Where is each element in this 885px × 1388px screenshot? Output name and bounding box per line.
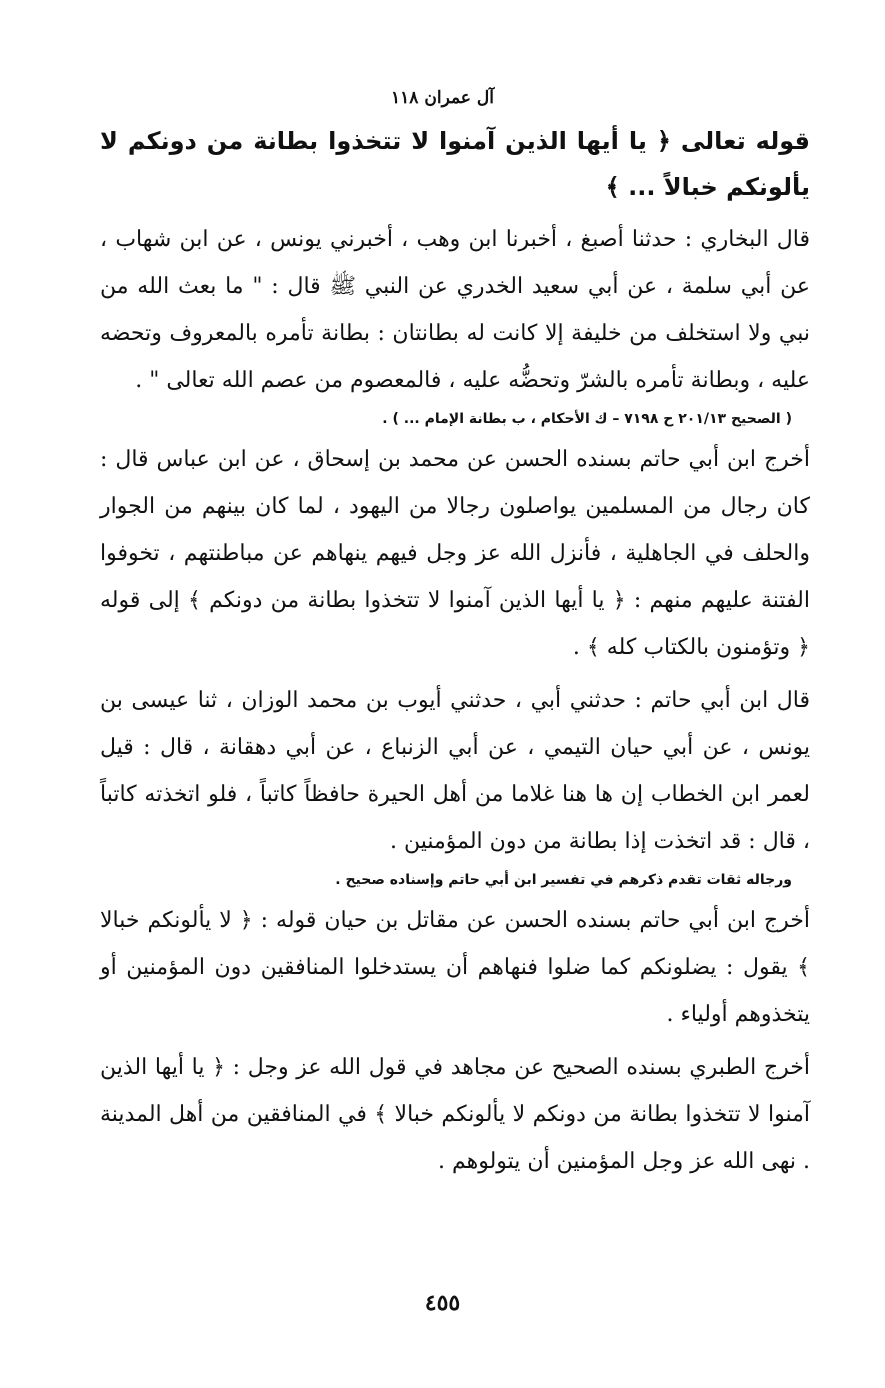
- tabari-mujahid-paragraph: أخرج الطبري بسنده الصحيح عن مجاهد في قول الله عز وجل : ﴿ يا أيها الذين آمنوا لا تتخذوا بطانة من دونكم لا يألونكم خبالا ﴾ في المنافقين من أهل المدينة . نهى الله عز وجل المؤمنين أن يتولوهم .: [100, 1055, 810, 1174]
- source-reference: ( الصحيح ٢٠١/١٣ ح ٧١٩٨ – ك الأحكام ، ب بطانة الإمام ... ) .: [382, 411, 792, 427]
- isnad-note: ورجاله ثقات تقدم ذكرهم في تفسير ابن أبي حاتم وإسناده صحيح .: [335, 872, 792, 888]
- running-header: آل عمران ١١٨: [391, 88, 494, 108]
- verse-heading: قوله تعالى ﴿ يا أيها الذين آمنوا لا تتخذوا بطانة من دونكم لا يألونكم خبالاً ... ﴾: [100, 127, 810, 201]
- ibn-abi-hatim-umar-paragraph: قال ابن أبي حاتم : حدثني أبي ، حدثني أيوب بن محمد الوزان ، ثنا عيسى بن يونس ، عن أبي حيان التيمي ، عن أبي الزنباع ، عن أبي دهقانة ، قال : قيل لعمر ابن الخطاب إن ها هنا غلاما من أهل الحيرة حافظاً كاتباً ، فلو اتخذته كاتباً ، قال : قد اتخذت إذا بطانة من دون المؤمنين .: [100, 688, 810, 854]
- muqatil-paragraph: أخرج ابن أبي حاتم بسنده الحسن عن مقاتل بن حيان قوله : ﴿ لا يألونكم خبالا ﴾ يقول : يضلونكم كما ضلوا فنهاهم أن يستدخلوا المنافقين دون المؤمنين أو يتخذوهم أولياء .: [100, 908, 810, 1027]
- ibn-abi-hatim-ibn-abbas-paragraph: أخرج ابن أبي حاتم بسنده الحسن عن محمد بن إسحاق ، عن ابن عباس قال : كان رجال من المسلمين يواصلون رجالا من اليهود ، لما كان بينهم من الجوار والحلف في الجاهلية ، فأنزل الله عز وجل فيهم ينهاهم عن مباطنتهم ، تخوفوا الفتنة عليهم منهم : ﴿ يا أيها الذين آمنوا لا تتخذوا بطانة من دونكم ﴾ إلى قوله ﴿ وتؤمنون بالكتاب كله ﴾ .: [100, 447, 810, 660]
- page-number: ٤٥٥: [424, 1290, 461, 1316]
- hadith-bukhari-paragraph: قال البخاري : حدثنا أصبغ ، أخبرنا ابن وهب ، أخبرني يونس ، عن ابن شهاب ، عن أبي سلمة ، عن أبي سعيد الخدري عن النبي ﷺ قال : " ما بعث الله من نبي ولا استخلف من خليفة إلا كانت له بطانتان : بطانة تأمره بالمعروف وتحضه عليه ، وبطانة تأمره بالشرّ وتحضُّه عليه ، فالمعصوم من عصم الله تعالى " .: [100, 227, 810, 393]
- page-body: [100, 118, 810, 1185]
